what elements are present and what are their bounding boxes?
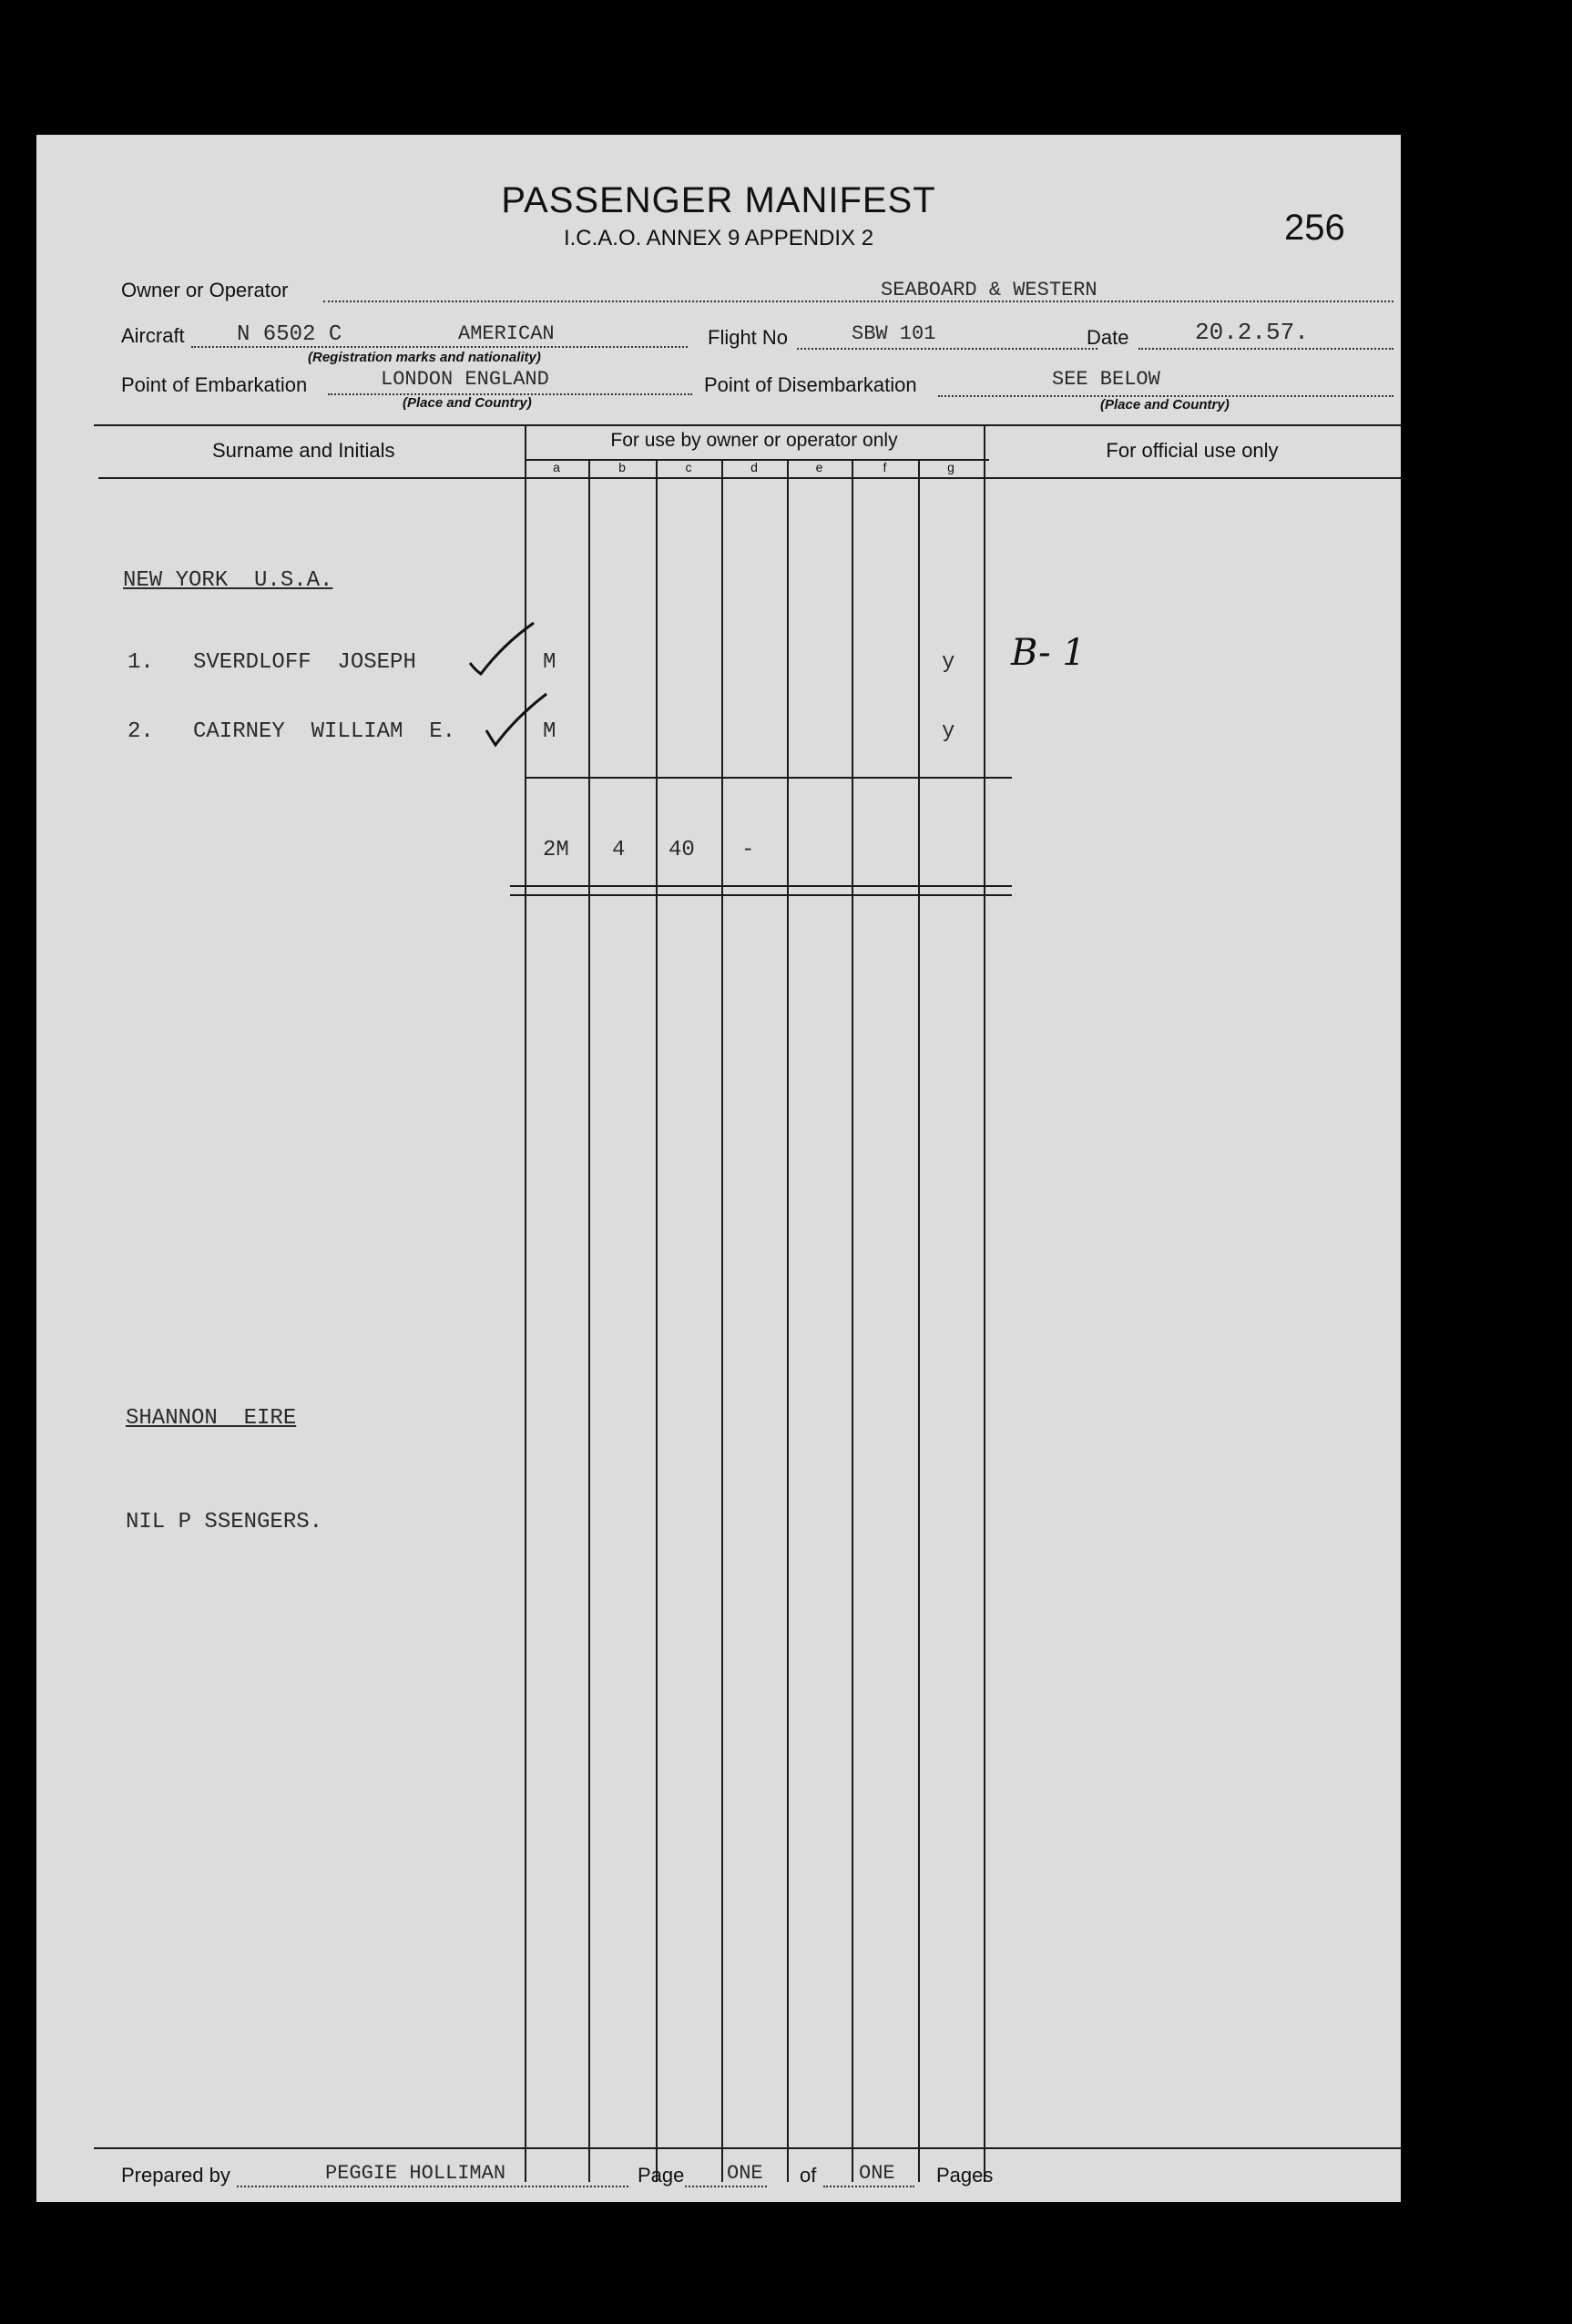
col-divider-d <box>787 459 789 2182</box>
page-title: PASSENGER MANIFEST <box>501 180 936 220</box>
disembarkation-label: Point of Disembarkation <box>704 373 917 396</box>
total-bottom-rule <box>510 885 1012 887</box>
cell-a: M <box>543 650 556 675</box>
flight-value: SBW 101 <box>852 322 936 345</box>
col-header-operator: For use by owner or operator only <box>610 430 898 451</box>
passenger-name: SVERDLOFF JOSEPH <box>193 650 416 675</box>
col-divider-e <box>852 459 853 2182</box>
subcol-d: d <box>750 460 758 474</box>
page-number: 256 <box>1284 208 1345 248</box>
check-mark-icon <box>483 690 556 754</box>
page-dots <box>685 2186 767 2187</box>
footer-rule <box>94 2147 1401 2149</box>
pages-label: Pages <box>936 2164 994 2186</box>
row-number: 2. <box>128 719 154 744</box>
prepared-by-dots <box>237 2186 628 2187</box>
owner-value: SEABOARD & WESTERN <box>881 279 1097 301</box>
subcol-b: b <box>618 460 626 474</box>
col-divider-f <box>918 459 920 2182</box>
subcol-c: c <box>685 460 692 474</box>
header-bottom-rule <box>98 477 1401 479</box>
manifest-sheet <box>36 135 1401 2202</box>
total-bottom-rule-2 <box>510 894 1012 896</box>
cell-g: y <box>942 719 955 744</box>
col-divider-b <box>656 459 658 2182</box>
table-top-rule <box>94 424 1401 426</box>
aircraft-nationality: AMERICAN <box>458 322 555 345</box>
passenger-name: CAIRNEY WILLIAM E. <box>193 719 456 744</box>
col-header-name: Surname and Initials <box>212 439 395 462</box>
total-a: 2M <box>543 838 569 862</box>
total-b: 4 <box>612 838 626 862</box>
aircraft-note: (Registration marks and nationality) <box>308 350 541 365</box>
embarkation-label: Point of Embarkation <box>121 373 308 396</box>
total-top-rule <box>525 777 1012 779</box>
aircraft-registration: N 6502 C <box>237 322 342 347</box>
cell-a: M <box>543 719 556 744</box>
check-mark-icon <box>466 617 539 681</box>
col-divider-a <box>588 459 590 2182</box>
embarkation-note: (Place and Country) <box>403 395 532 411</box>
flight-dots <box>797 348 1097 350</box>
col-divider-official <box>984 424 985 2182</box>
total-d: - <box>741 838 755 862</box>
cell-g: y <box>942 650 955 675</box>
subcol-e: e <box>815 460 823 474</box>
total-c: 40 <box>669 838 695 862</box>
of-dots <box>823 2186 914 2187</box>
section-heading-new-york: NEW YORK U.S.A. <box>123 568 333 593</box>
prepared-by-value: PEGGIE HOLLIMAN <box>325 2162 506 2185</box>
flight-label: Flight No <box>708 326 789 349</box>
disembarkation-note: (Place and Country) <box>1100 397 1230 413</box>
subcol-g: g <box>947 460 954 474</box>
of-label: of <box>800 2164 817 2186</box>
row-number: 1. <box>128 650 154 675</box>
official-mark: B- 1 <box>1011 632 1086 674</box>
owner-dots <box>323 301 1393 302</box>
embarkation-value: LONDON ENGLAND <box>381 368 549 391</box>
date-value: 20.2.57. <box>1195 319 1309 346</box>
disembarkation-value: SEE BELOW <box>1052 368 1160 391</box>
date-label: Date <box>1087 326 1129 349</box>
date-dots <box>1138 348 1393 350</box>
col-divider-name <box>525 424 526 2182</box>
owner-label: Owner or Operator <box>121 279 289 301</box>
aircraft-label: Aircraft <box>121 324 185 347</box>
col-header-official: For official use only <box>1106 439 1279 462</box>
page-value: ONE <box>727 2162 763 2185</box>
prepared-by-label: Prepared by <box>121 2164 230 2186</box>
col-divider-c <box>721 459 723 2182</box>
page-subtitle: I.C.A.O. ANNEX 9 APPENDIX 2 <box>563 226 874 250</box>
section-heading-shannon: SHANNON EIRE <box>126 1406 297 1431</box>
page-label: Page <box>638 2164 685 2186</box>
subcol-a: a <box>553 460 560 474</box>
section-note: NIL P SSENGERS. <box>126 1510 323 1534</box>
subcol-f: f <box>883 460 887 474</box>
of-value: ONE <box>859 2162 895 2185</box>
